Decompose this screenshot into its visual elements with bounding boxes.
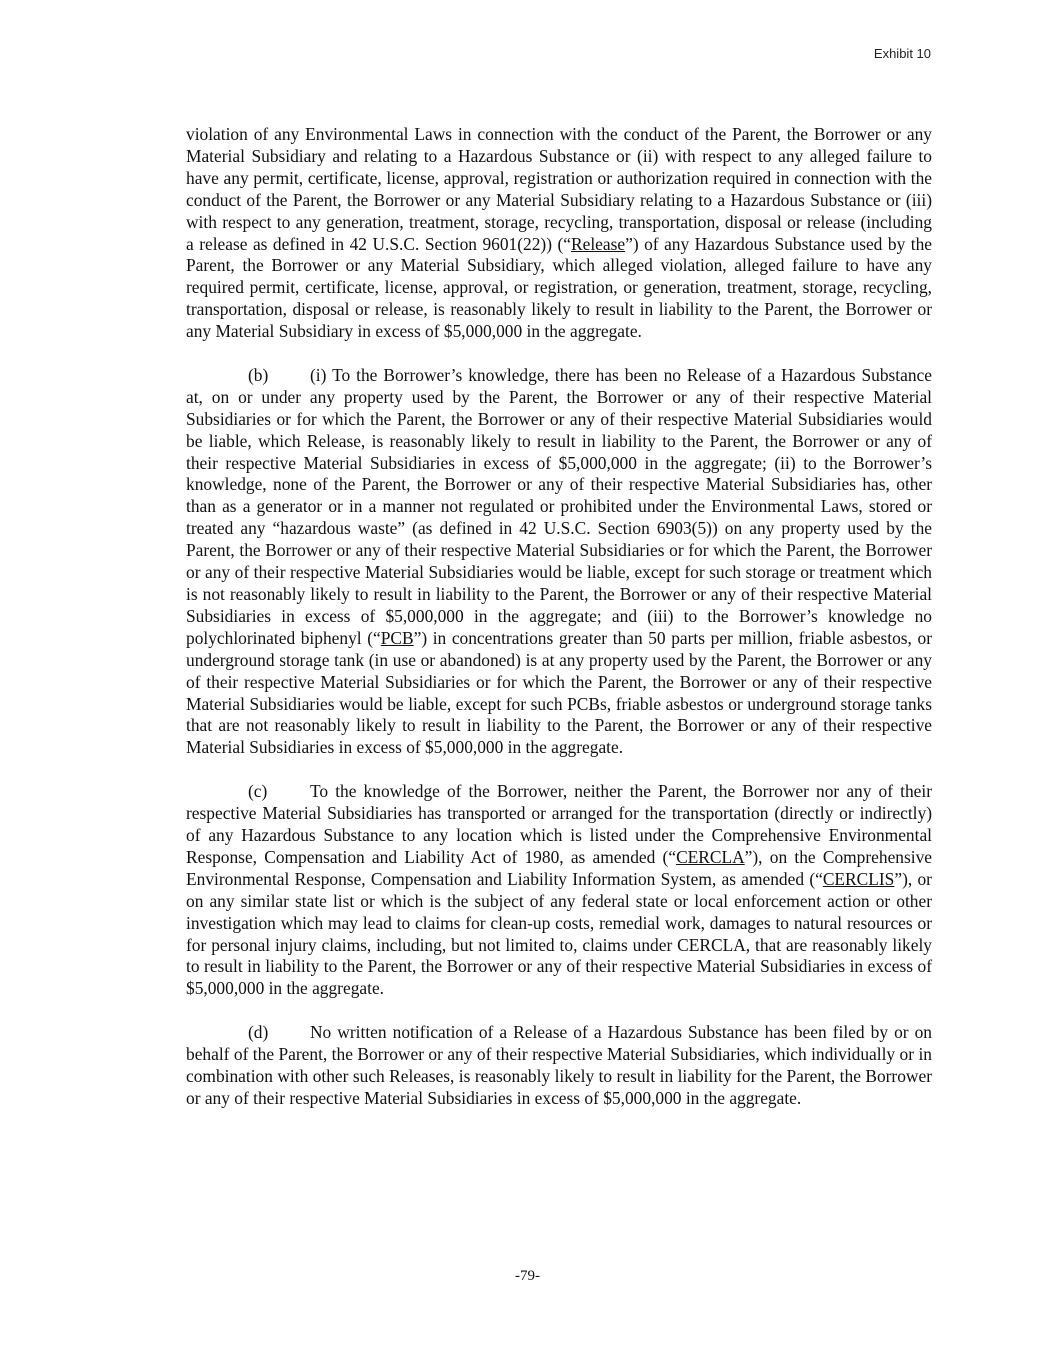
paragraph-c (186, 781, 932, 1000)
defined-term-cerclis: CERCLIS (822, 868, 895, 889)
paragraph-c-text-2: ”), on the Comprehensive Environmental Response, Compensation and Liability Information System, as amended (“ (186, 846, 932, 889)
paragraph-a-text-1: violation of any Environmental Laws in connection with the conduct of the Parent, the Borrower or any Material Subsidiary and relating to a Hazardous Substance or (ii) with respect to any alleged failure to have any permit, certificate, license, approval, registration or authorization required in connection with the conduct of the Parent, the Borrower or any Material Subsidiary relating to a Hazardous Substance or (iii) with respect to any generation, treatment, storage, recycling, transportation, disposal or release (including a release as defined in 42 U.S.C. Section 9601(22)) (“ (186, 124, 932, 254)
paragraph-c-text-3: ”), or on any similar state list or which is the subject of any federal state or local enforcement action or other investigation which may lead to claims for clean-up costs, remedial work, damages to natural resources or for personal injury claims, including, but not limited to, claims under CERCLA, that are reasonably likely to result in liability to the Parent, the Borrower or any of their respective Material Subsidiaries in excess of $5,000,000 in the aggregate. (186, 868, 932, 999)
paragraph-b-text-2: ”) in concentrations greater than 50 parts per million, friable asbestos, or underground storage tank (in use or abandoned) is at any property used by the Parent, the Borrower or any of their respective Material Subsidiaries or for which the Parent, the Borrower or any of their respective Material Subsidiaries would be liable, except for such PCBs, friable asbestos or underground storage tanks that are not reasonably likely to result in liability to the Parent, the Borrower or any of their respective Material Subsidiaries in excess of $5,000,000 in the aggregate. (186, 627, 932, 758)
paragraph-b-text-1: (i) To the Borrower’s knowledge, there has been no Release of a Hazardous Substance at, on or under any property used by the Parent, the Borrower or any of their respective Material Subsidiaries or for which the Parent, the Borrower or any of their respective Material Subsidiaries would be liable, which Release, is reasonably likely to result in liability to the Parent, the Borrower or any of their respective Material Subsidiaries in excess of $5,000,000 in the aggregate; (ii) to the Borrower’s knowledge, none of the Parent, the Borrower or any of their respective Material Subsidiaries has, other than as a generator or in a manner not regulated or prohibited under the Environmental Laws, stored or treated any “hazardous waste” (as defined in 42 U.S.C. Section 6903(5)) on any property used by the Parent, the Borrower or any of their respective Material Subsidiaries or for which the Parent, the Borrower or any of their respective Material Subsidiaries would be liable, except for such storage or treatment which is not reasonably likely to result in liability to the Parent, the Borrower or any of their respective Material Subsidiaries in excess of $5,000,000 in the aggregate; and (iii) to the Borrower’s knowledge no polychlorinated biphenyl (“ (186, 364, 932, 648)
paragraph-a-continued (186, 124, 932, 343)
paragraph-d (186, 1022, 932, 1110)
defined-term-release: Release (571, 233, 626, 254)
defined-term-cercla: CERCLA (676, 846, 745, 867)
paragraph-b (186, 365, 932, 759)
page-number: -79- (515, 1268, 540, 1284)
paragraph-d-text: No written notification of a Release of a Hazardous Substance has been filed by or on behalf of the Parent, the Borrower or any of their respective Material Subsidiaries, which individually or in combination with other such Releases, is reasonably likely to result in liability for the Parent, the Borrower or any of their respective Material Subsidiaries in excess of $5,000,000 in the aggregate. (186, 1022, 932, 1108)
paragraph-c-text-1: To the knowledge of the Borrower, neither the Parent, the Borrower nor any of their respective Material Subsidiaries has transported or arranged for the transportation (directly or indirectly) of any Hazardous Substance to any location which is listed under the Comprehensive Environmental Response, Compensation and Liability Act of 1980, as amended (“ (186, 781, 932, 867)
paragraph-a-text-2: ”) of any Hazardous Substance used by the Parent, the Borrower or any Material Subsidiary, which alleged violation, alleged failure to have any required permit, certificate, license, approval, or registration, or generation, treatment, storage, recycling, transportation, disposal or release, is reasonably likely to result in liability to the Parent, the Borrower or any Material Subsidiary in excess of $5,000,000 in the aggregate. (186, 233, 932, 342)
document-body (186, 124, 932, 1132)
exhibit-label: Exhibit 10 (873, 46, 931, 61)
defined-term-pcb: PCB (380, 627, 414, 648)
paragraph-b-label: (b) (248, 364, 269, 385)
paragraph-d-label: (d) (248, 1022, 269, 1043)
paragraph-c-label: (c) (248, 781, 268, 802)
